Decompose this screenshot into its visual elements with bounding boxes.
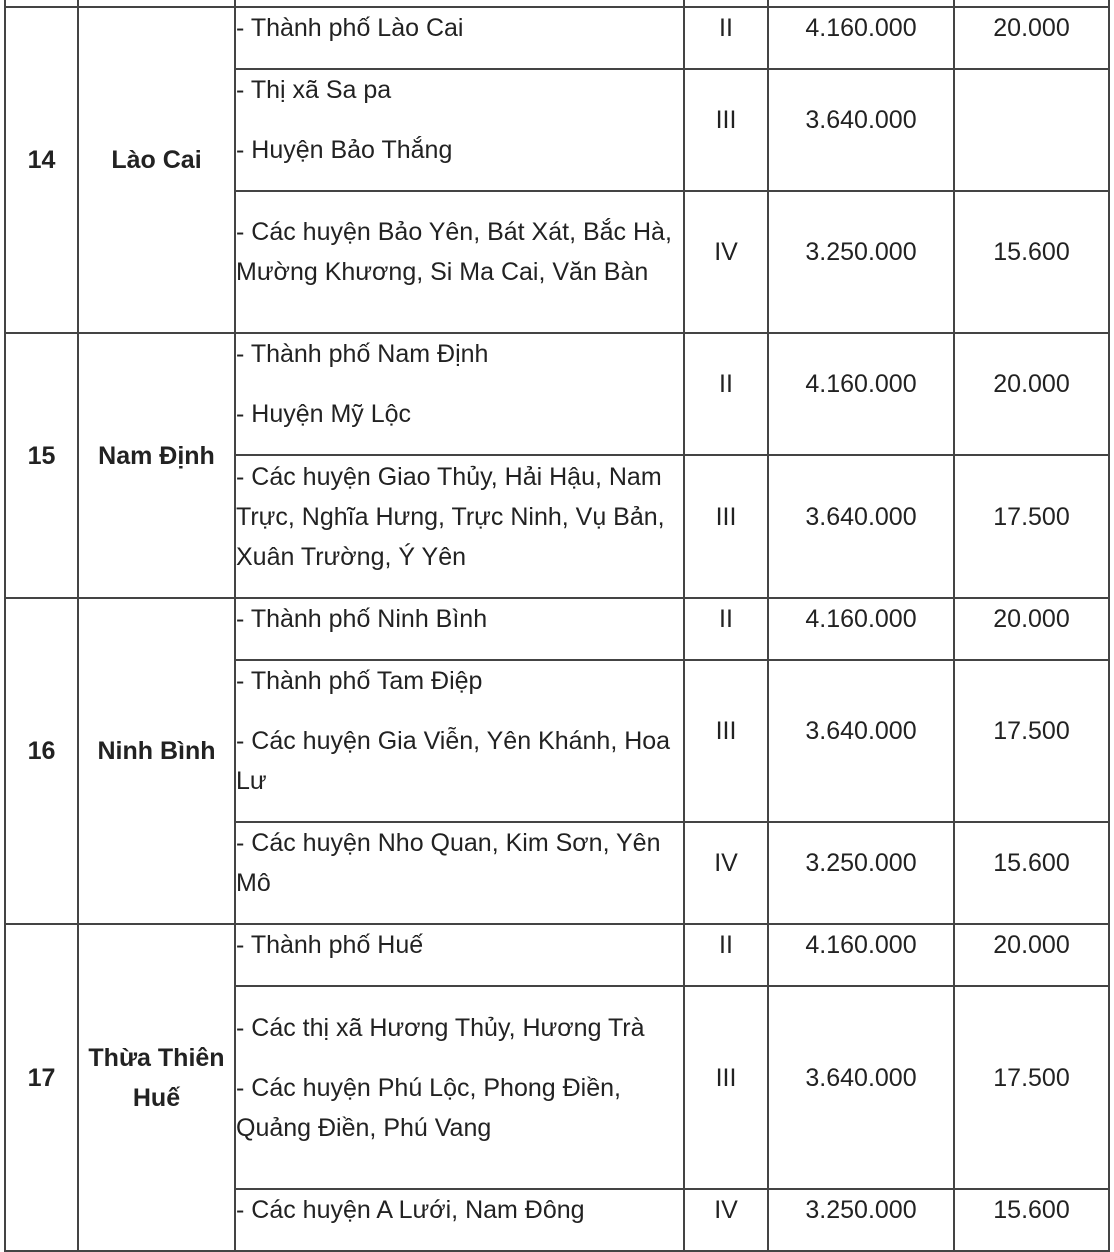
row-number: 14: [5, 7, 78, 333]
extra-amount: 15.600: [954, 191, 1109, 333]
area-item: - Thành phố Ninh Bình: [236, 605, 488, 633]
zone: II: [684, 7, 768, 69]
previous-row-edge: [5, 0, 1109, 7]
area-item: - Các huyện Nho Quan, Kim Sơn, Yên Mô: [236, 829, 661, 897]
area-list: [235, 7, 684, 69]
minimum-wage: 3.640.000: [768, 69, 954, 191]
area-item: - Thành phố Nam Định: [236, 340, 489, 368]
row-number: 17: [5, 924, 78, 1251]
extra-amount: 20.000: [954, 924, 1109, 986]
zone: IV: [684, 1189, 768, 1251]
extra-amount: [954, 69, 1109, 191]
zone: III: [684, 455, 768, 598]
area-item: - Thành phố Huế: [236, 931, 424, 959]
table-row: [5, 333, 1109, 455]
minimum-wage: 4.160.000: [768, 7, 954, 69]
province-name: Lào Cai: [78, 7, 235, 333]
area-item: - Thành phố Tam Điệp: [236, 667, 483, 695]
area-item: - Các huyện Giao Thủy, Hải Hậu, Nam Trực, Nghĩa Hưng, Trực Ninh, Vụ Bản, Xuân Trường, Ý Yên: [236, 462, 665, 571]
area-item: - Các thị xã Hương Thủy, Hương Trà: [236, 1013, 645, 1042]
zone: IV: [684, 822, 768, 924]
area-item: - Các huyện A Lưới, Nam Đông: [236, 1196, 585, 1224]
area-item: - Các huyện Phú Lộc, Phong Điền, Quảng Điền, Phú Vang: [236, 1073, 621, 1142]
zone: III: [684, 660, 768, 822]
minimum-wage: 3.640.000: [768, 660, 954, 822]
extra-amount: 20.000: [954, 598, 1109, 660]
area-item: - Thị xã Sa pa: [236, 76, 392, 104]
minimum-wage-table: [4, 0, 1110, 1252]
area-list: [235, 924, 684, 986]
table-row: [5, 598, 1109, 660]
area-list: [235, 986, 684, 1189]
area-item: - Huyện Bảo Thắng: [236, 136, 453, 164]
row-number: 15: [5, 333, 78, 598]
minimum-wage: 3.250.000: [768, 822, 954, 924]
area-list: [235, 660, 684, 822]
province-name: Thừa Thiên Huế: [78, 924, 235, 1251]
area-item: - Thành phố Lào Cai: [236, 14, 464, 42]
zone: III: [684, 986, 768, 1189]
area-list: [235, 191, 684, 333]
area-item: - Huyện Mỹ Lộc: [236, 400, 412, 428]
table-row: [5, 924, 1109, 986]
extra-amount: 17.500: [954, 986, 1109, 1189]
area-item: - Các huyện Bảo Yên, Bát Xát, Bắc Hà, Mường Khương, Si Ma Cai, Văn Bàn: [236, 218, 672, 286]
row-number: 16: [5, 598, 78, 924]
zone: III: [684, 69, 768, 191]
area-item: - Các huyện Gia Viễn, Yên Khánh, Hoa Lư: [236, 727, 671, 795]
area-list: [235, 598, 684, 660]
zone: II: [684, 598, 768, 660]
zone: II: [684, 924, 768, 986]
area-list: [235, 69, 684, 191]
extra-amount: 17.500: [954, 660, 1109, 822]
extra-amount: 20.000: [954, 333, 1109, 455]
area-list: [235, 822, 684, 924]
province-name: Nam Định: [78, 333, 235, 598]
minimum-wage: 4.160.000: [768, 333, 954, 455]
zone: II: [684, 333, 768, 455]
extra-amount: 15.600: [954, 822, 1109, 924]
zone: IV: [684, 191, 768, 333]
extra-amount: 15.600: [954, 1189, 1109, 1251]
area-list: [235, 1189, 684, 1251]
area-list: [235, 333, 684, 455]
area-list: [235, 455, 684, 598]
minimum-wage: 3.250.000: [768, 1189, 954, 1251]
table-row: [5, 7, 1109, 69]
extra-amount: 20.000: [954, 7, 1109, 69]
minimum-wage: 4.160.000: [768, 924, 954, 986]
province-name: Ninh Bình: [78, 598, 235, 924]
extra-amount: 17.500: [954, 455, 1109, 598]
minimum-wage: 3.250.000: [768, 191, 954, 333]
minimum-wage: 4.160.000: [768, 598, 954, 660]
minimum-wage: 3.640.000: [768, 986, 954, 1189]
minimum-wage: 3.640.000: [768, 455, 954, 598]
